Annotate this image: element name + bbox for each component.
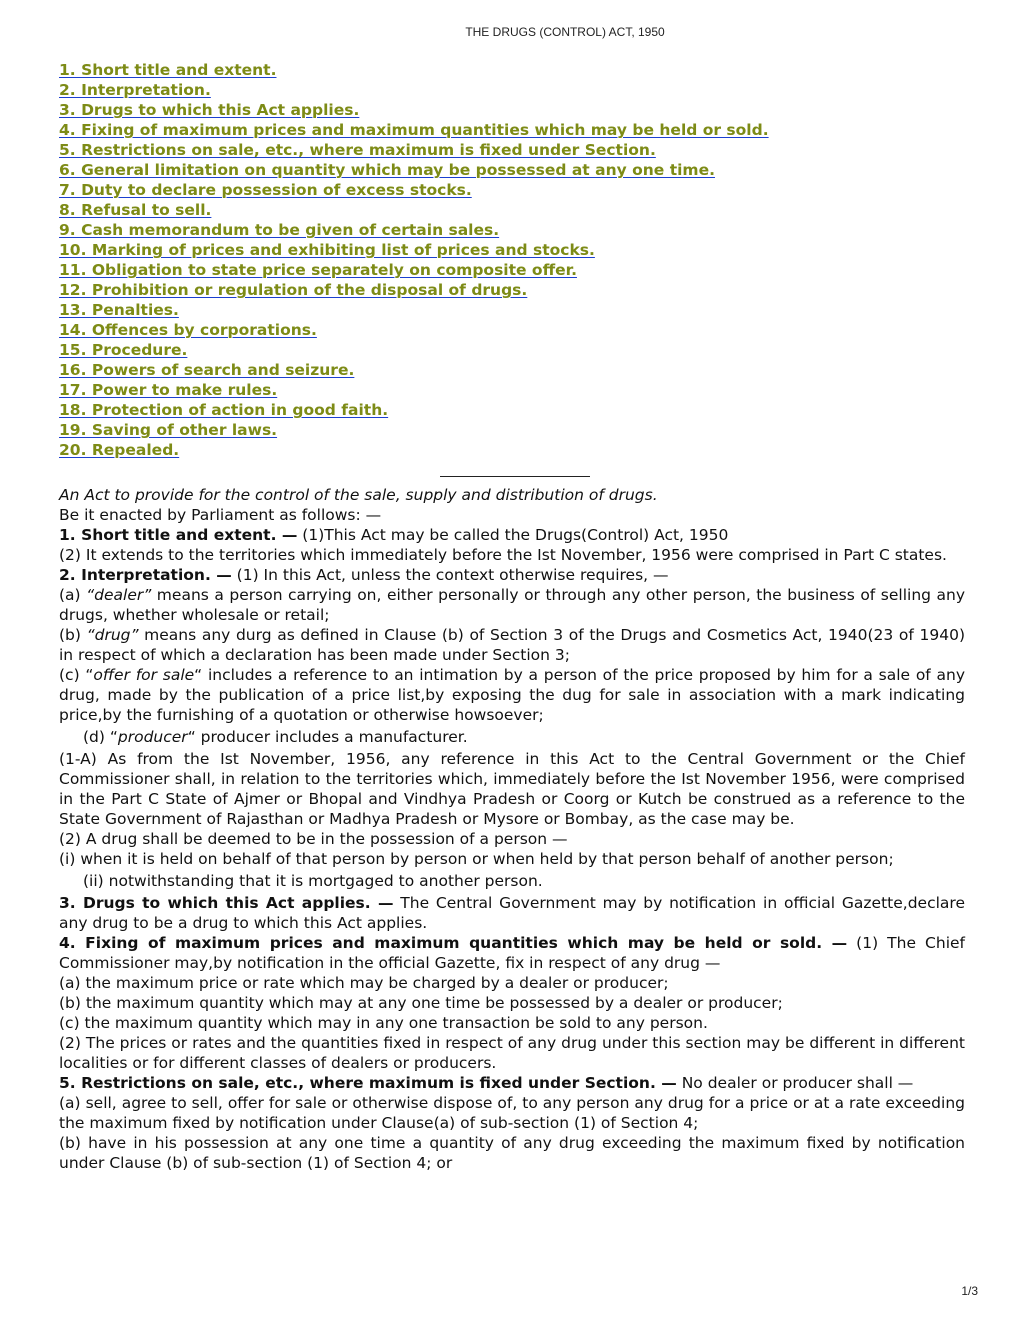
section-2-item-ii: (ii) notwithstanding that it is mortgaged to another person. bbox=[83, 872, 543, 890]
toc-link-7[interactable]: 7. Duty to declare possession of excess stocks. bbox=[59, 181, 472, 199]
page-header: THE DRUGS (CONTROL) ACT, 1950 bbox=[465, 25, 665, 39]
page-number: 1/3 bbox=[961, 1284, 978, 1298]
toc-link-3[interactable]: 3. Drugs to which this Act applies. bbox=[59, 101, 360, 119]
toc-link-9[interactable]: 9. Cash memorandum to be given of certain sales. bbox=[59, 221, 500, 239]
section-2 bbox=[59, 565, 965, 585]
section-2-clause-c bbox=[59, 665, 965, 725]
section-5-clause-a: (a) sell, agree to sell, offer for sale or otherwise dispose of, to any person any drug for a price or at a rate exceeding the maximum fixed by notification under Clause(a) of sub-section (1) of Section 4; bbox=[59, 1094, 965, 1132]
section-1 bbox=[59, 525, 965, 545]
toc-link-8[interactable]: 8. Refusal to sell. bbox=[59, 201, 212, 219]
clause-a-prefix: (a) bbox=[59, 586, 87, 604]
clause-b-prefix: (b) bbox=[59, 626, 87, 644]
toc-link-16[interactable]: 16. Powers of search and seizure. bbox=[59, 361, 355, 379]
section-2-item-i: (i) when it is held on behalf of that person by person or when held by that person behalf of another person; bbox=[59, 850, 894, 868]
section-2-clause-a bbox=[59, 585, 965, 625]
section-3-text: The Central Government may by notification in official Gazette,declare any drug to be a drug to which this Act applies. bbox=[59, 894, 965, 932]
table-of-contents bbox=[59, 60, 979, 460]
long-title: An Act to provide for the control of the sale, supply and distribution of drugs. bbox=[59, 486, 658, 504]
clause-d-prefix: (d) “ bbox=[83, 728, 118, 746]
section-2-sub-2: (2) A drug shall be deemed to be in the possession of a person — bbox=[59, 830, 568, 848]
toc-link-17[interactable]: 17. Power to make rules. bbox=[59, 381, 278, 399]
section-2-heading: 2. Interpretation. — bbox=[59, 566, 232, 584]
toc-link-19[interactable]: 19. Saving of other laws. bbox=[59, 421, 278, 439]
section-4-clause-a: (a) the maximum price or rate which may be charged by a dealer or producer; bbox=[59, 974, 669, 992]
act-body bbox=[59, 485, 965, 1173]
separator-rule bbox=[440, 476, 590, 477]
section-2-sub-1a: (1-A) As from the Ist November, 1956, any reference in this Act to the Central Government or the Chief Commissioner shall, in relation to the territories which, immediately before the Ist November 1956, were comprised in the Part C State of Ajmer or Bhopal and Vindhya Pradesh or Coorg or Kutch be construed as a reference to the State Government of Rajasthan or Madhya Pradesh or Mysore or Bombay, as the case may be. bbox=[59, 750, 965, 828]
section-5 bbox=[59, 1073, 965, 1093]
section-4-text: (1) The Chief Commissioner may,by notification in the official Gazette, fix in respect of any drug — bbox=[59, 934, 966, 972]
toc-link-2[interactable]: 2. Interpretation. bbox=[59, 81, 211, 99]
section-2-text: (1) In this Act, unless the context otherwise requires, — bbox=[231, 566, 669, 584]
toc-link-4[interactable]: 4. Fixing of maximum prices and maximum quantities which may be held or sold. bbox=[59, 121, 769, 139]
section-1-text: (1)This Act may be called the Drugs(Control) Act, 1950 bbox=[297, 526, 729, 544]
toc-link-11[interactable]: 11. Obligation to state price separately on composite offer. bbox=[59, 261, 577, 279]
toc-link-13[interactable]: 13. Penalties. bbox=[59, 301, 179, 319]
toc-link-12[interactable]: 12. Prohibition or regulation of the disposal of drugs. bbox=[59, 281, 528, 299]
clause-d-text: “ producer includes a manufacturer. bbox=[187, 728, 468, 746]
section-1-heading: 1. Short title and extent. — bbox=[59, 526, 298, 544]
section-2-clause-b bbox=[59, 625, 965, 665]
clause-c-prefix: (c) “ bbox=[59, 666, 94, 684]
clause-c-term: offer for sale bbox=[93, 666, 195, 684]
toc-link-14[interactable]: 14. Offences by corporations. bbox=[59, 321, 317, 339]
toc-link-1[interactable]: 1. Short title and extent. bbox=[59, 61, 277, 79]
clause-b-text: means any durg as defined in Clause (b) of Section 3 of the Drugs and Cosmetics Act, 1940(23 of 1940) in respect of which a declaration has been made under Section 3; bbox=[59, 626, 965, 664]
toc-link-5[interactable]: 5. Restrictions on sale, etc., where maximum is fixed under Section. bbox=[59, 141, 656, 159]
section-4-sub-2: (2) The prices or rates and the quantities fixed in respect of any drug under this section may be different in different localities or for different classes of dealers or producers. bbox=[59, 1034, 965, 1072]
clause-a-term: “dealer” bbox=[86, 586, 152, 604]
clause-a-text: means a person carrying on, either personally or through any other person, the business of selling any drugs, whether wholesale or retail; bbox=[59, 586, 965, 624]
section-5-heading: 5. Restrictions on sale, etc., where maximum is fixed under Section. — bbox=[59, 1074, 677, 1092]
section-1-sub-2: (2) It extends to the territories which immediately before the Ist November, 1956 were comprised in Part C states. bbox=[59, 546, 947, 564]
section-3-heading: 3. Drugs to which this Act applies. — bbox=[59, 894, 394, 912]
clause-b-term: “drug” bbox=[86, 626, 139, 644]
toc-link-18[interactable]: 18. Protection of action in good faith. bbox=[59, 401, 389, 419]
clause-c-text: “ includes a reference to an intimation by a person of the price proposed by him for a sale of any drug, made by the publication of a price list,by exposing the dug for sale in association with a mark indicating price,by the furnishing of a quotation or otherwise howsoever; bbox=[59, 666, 965, 724]
section-4-clause-c: (c) the maximum quantity which may in any one transaction be sold to any person. bbox=[59, 1014, 708, 1032]
clause-d-term: producer bbox=[117, 728, 188, 746]
toc-link-10[interactable]: 10. Marking of prices and exhibiting list of prices and stocks. bbox=[59, 241, 595, 259]
toc-link-15[interactable]: 15. Procedure. bbox=[59, 341, 188, 359]
section-4 bbox=[59, 933, 965, 973]
section-5-clause-b: (b) have in his possession at any one time a quantity of any drug exceeding the maximum fixed by notification under Clause (b) of sub-section (1) of Section 4; or bbox=[59, 1134, 965, 1172]
section-4-heading: 4. Fixing of maximum prices and maximum quantities which may be held or sold. — bbox=[59, 934, 848, 952]
section-5-text: No dealer or producer shall — bbox=[676, 1074, 914, 1092]
toc-link-20[interactable]: 20. Repealed. bbox=[59, 441, 180, 459]
section-3 bbox=[59, 893, 965, 933]
section-4-clause-b: (b) the maximum quantity which may at any one time be possessed by a dealer or producer; bbox=[59, 994, 783, 1012]
section-2-clause-d bbox=[59, 727, 965, 747]
enacting-clause: Be it enacted by Parliament as follows: — bbox=[59, 506, 382, 524]
toc-link-6[interactable]: 6. General limitation on quantity which may be possessed at any one time. bbox=[59, 161, 715, 179]
